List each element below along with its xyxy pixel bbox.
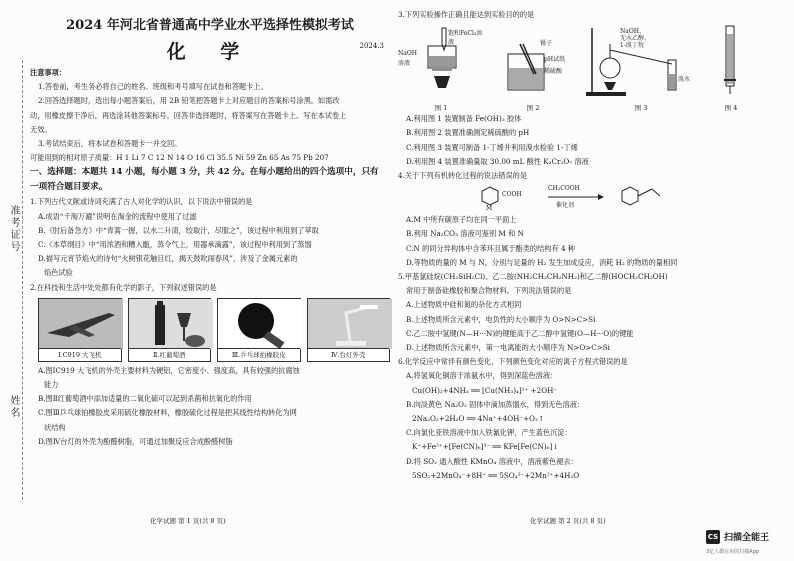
label-m: M bbox=[486, 205, 493, 213]
beaker-tweezers-icon bbox=[490, 24, 576, 102]
caption-4: Ⅳ.台灯外壳 bbox=[308, 348, 390, 361]
q1-option-d-cont: 焰色试验 bbox=[44, 268, 73, 278]
q1-option-a: A.成语“千淘万漉”说明在淘金的流程中使用了过滤 bbox=[38, 211, 197, 221]
figure-4 bbox=[706, 24, 756, 112]
q2-option-a-cont: 能力 bbox=[44, 380, 59, 390]
page-2-column bbox=[398, 8, 758, 483]
atomic-masses: 可能用到的相对原子质量：H 1 Li 7 C 12 N 14 O 16 Cl 35.5 Ni 59 Zn 65 As 75 Pb 207 bbox=[30, 153, 329, 163]
note-2-end: 无效。 bbox=[30, 124, 52, 134]
catalyst-label: 催化剂 bbox=[556, 202, 575, 210]
note-1: 1.答卷前，考生务必将自己的姓名、班级和考号填写在试卷和答题卡上。 bbox=[38, 82, 268, 92]
photo-lamp bbox=[307, 298, 391, 362]
burette-icon bbox=[706, 24, 756, 102]
q6-option-c: C.向氯化亚铁溶液中加入铁氰化钾，产生蓝色沉淀： bbox=[406, 428, 572, 438]
photo-wine bbox=[128, 298, 212, 362]
section-1-heading-cont: 一项符合题目要求。 bbox=[30, 182, 108, 193]
q4-reaction bbox=[398, 183, 758, 213]
q6-stem: 6.化学反应中常伴有颜色变化，下列颜色变化对应的离子方程式错误的是 bbox=[398, 357, 628, 367]
section-1-heading: 一、选择题：本题共 14 小题，每小题 3 分，共 42 分。在每小题给出的四个选项中，只有 bbox=[30, 167, 379, 178]
q6-equation-d: 5SO₂+2MnO₄⁻+8H⁺ ══ 5SO₄²⁻+2Mn²⁺+4H₂O bbox=[412, 470, 580, 480]
photo-paddle bbox=[217, 298, 301, 362]
q3-option-c: C.利用图 3 装置可制备 1-丁烯并利用溴水检验 1-丁烯 bbox=[406, 142, 578, 152]
q3-option-a: A.利用图 1 装置制备 Fe(OH)₃ 胶体 bbox=[406, 114, 522, 124]
ping-pong-paddle-icon bbox=[218, 299, 302, 349]
q4-stem: 4.关于下列有机转化过程的说法错误的是 bbox=[398, 171, 528, 181]
q3-stem: 3.下列实验操作正确且能达到实验目的的是 bbox=[398, 10, 535, 19]
fig3-label-naoh: NaOH、 bbox=[620, 28, 645, 36]
q5-option-d: D.上述物质所含元素中，第一电离能的大小顺序为 N>O>C>Si bbox=[406, 343, 610, 353]
group-cooh: COOH bbox=[502, 191, 522, 199]
q5-stem: 5.甲基氯硅烷(CH₃SiH₂Cl)、乙二胺(NH₂CH₂CH₂NH₂)和乙二醇(HOCH₂CH₂OH) bbox=[398, 272, 668, 282]
figure-1 bbox=[398, 24, 484, 112]
fig2-label-tweezers: 镊子 bbox=[540, 40, 553, 48]
note-3: 3.考试结束后，将本试卷和答题卡一并交回。 bbox=[38, 139, 182, 149]
q1-option-b: B.《肘后备急方》中“青蒿一握，以水二升渍，绞取汁，尽服之”，该过程中利用到了萃取 bbox=[38, 225, 319, 235]
q3-option-b: B.利用图 2 装置准确测定稀硫酸的 pH bbox=[406, 128, 530, 138]
q2-option-a: A.图ⅠC919 大飞机的外壳主要材料为硬铝，它密度小、强度高，具有较强的抗腐蚀 bbox=[38, 365, 300, 375]
caption-3: Ⅲ.乒乓球拍橡胶皮 bbox=[218, 348, 300, 361]
q2-option-b: B.图Ⅱ红葡萄酒中添加适量的二氧化硫可以起到杀菌和抗氧化的作用 bbox=[38, 394, 252, 404]
q1-option-d: D.描写元宵节焰火的诗句“火树银花触目红，揭天鼓吹闹春风”，涉及了金属元素的 bbox=[38, 254, 298, 264]
footer-page-2: 化学试题 第 2 页(共 8 页) bbox=[530, 517, 606, 525]
q5-option-c: C.乙二胺中氢键(N—H···N)的键能高于乙二醇中氢键(O—H···O)的键能 bbox=[406, 328, 634, 338]
q6-option-d: D.将 SO₂ 通入酸性 KMnO₄ 溶液中，溶液紫色褪去： bbox=[406, 456, 578, 466]
q4-option-c: C.N 的同分异构体中含苯环且属于酯类的结构有 4 种 bbox=[406, 243, 575, 253]
camscanner-icon: CS bbox=[706, 530, 720, 544]
q3-option-d: D.利用图 4 装置准确量取 30.00 mL 酸性 K₂Cr₂O₇ 溶液 bbox=[406, 156, 589, 166]
q1-stem: 1.下列古代文献或诗词充满了古人对化学的认识，以下说法中错误的是 bbox=[30, 197, 253, 207]
figure-2 bbox=[490, 24, 576, 112]
airplane-icon bbox=[39, 299, 123, 349]
q6-option-a: A.将氢氧化铜溶于浓氨水中，得到深蓝色溶液： bbox=[406, 371, 558, 381]
q5-stem-cont: 常用于制备硅橡胶和聚合物材料。下列说法错误的是 bbox=[406, 286, 572, 296]
q6-equation-a: Cu(OH)₂+4NH₃ ══ [Cu(NH₃)₄]²⁺ +2OH⁻ bbox=[412, 385, 558, 395]
scanner-watermark bbox=[706, 528, 792, 558]
q3-figures bbox=[398, 24, 758, 112]
q5-option-b: B.上述物质所含元素中，电负性的大小顺序为 O>N>C>Si bbox=[406, 314, 596, 324]
q1-option-c: C.《本草纲目》中“用浓酒和糟入甑，蒸令气上，用器承滴露”，该过程中利用到了蒸馏 bbox=[38, 240, 312, 250]
q4-option-d: D.等物质的量的 M 与 N，分别与足量的 H₂ 发生加成反应，消耗 H₂ 的物质的量相同 bbox=[406, 257, 678, 267]
note-2: 2.回答选择题时，选出每小题答案后，用 2B 铅笔把答题卡上对应题目的答案标号涂黑。如需改 bbox=[38, 96, 340, 106]
notes-heading: 注意事项： bbox=[30, 68, 66, 77]
fig1-label-solution: 溶液 bbox=[398, 60, 411, 68]
fig3-label-ethanol: 无水乙醇、 bbox=[620, 35, 651, 43]
fig1-label-fecl3: 饱和FeCl₃溶液 bbox=[448, 30, 483, 47]
desk-lamp-icon bbox=[308, 299, 392, 349]
fig1-label-naoh: NaOH bbox=[398, 50, 417, 58]
fig3-label-bromine-water: 溴水 bbox=[678, 76, 691, 84]
footer-page-1: 化学试题 第 1 页(共 8 页) bbox=[150, 517, 226, 525]
fig2-label-ph: pH试纸 bbox=[544, 56, 566, 64]
figure-1-label: 图 1 bbox=[434, 104, 448, 113]
fig3-label-bromobutane: 1-溴丁烷 bbox=[620, 42, 644, 50]
scanner-app-name: 扫描全能王 bbox=[724, 533, 770, 543]
q6-option-b: B.向淡黄色 Na₂O₂ 固体中滴加蒸馏水，得到无色溶液： bbox=[406, 399, 585, 409]
photo-airplane bbox=[38, 298, 122, 362]
q2-option-c-cont: 状结构 bbox=[44, 422, 66, 432]
caption-1: Ⅰ.C919 大飞机 bbox=[39, 348, 121, 361]
binding-margin bbox=[0, 0, 28, 561]
q4-option-a: A.M 中所有碳原子均在同一平面上 bbox=[406, 215, 517, 225]
subject-title: 化 学 bbox=[166, 41, 254, 63]
q2-option-c: C.图Ⅲ乒乓球拍橡胶皮采用硫化橡胶材料，橡胶硫化过程是把其线性结构转化为网 bbox=[38, 408, 297, 418]
fig2-label-acid: 稀硫酸 bbox=[544, 68, 563, 76]
binding-line bbox=[22, 60, 23, 500]
figure-4-label: 图 4 bbox=[724, 104, 738, 113]
q6-equation-b: 2Na₂O₂+2H₂O ══ 4Na⁺+4OH⁻+O₂↑ bbox=[412, 414, 544, 424]
q6-equation-c: K⁺+Fe²⁺+[Fe(CN)₆]³⁻ ══ KFe[Fe(CN)₆]↓ bbox=[412, 442, 559, 452]
exam-title: 2024 年河北省普通高中学业水平选择性模拟考试 bbox=[66, 18, 354, 33]
exam-number-label: 准考证号 bbox=[8, 205, 19, 253]
figure-3 bbox=[582, 24, 700, 112]
note-2-cont: 动，用橡皮擦干净后，再选涂其他答案标号。回答非选择题时，将答案写在答题卡上。写在本试卷上 bbox=[30, 110, 347, 120]
q2-photos bbox=[38, 298, 390, 362]
page-1-column bbox=[30, 8, 390, 449]
caption-2: Ⅱ.红葡萄酒 bbox=[129, 348, 211, 361]
figure-3-label: 图 3 bbox=[634, 104, 648, 113]
exam-date: 2024.3 bbox=[359, 42, 384, 50]
name-label: 姓名 bbox=[8, 395, 19, 419]
q4-option-b: B.利用 Na₂CO₃ 溶液可鉴别 M 和 N bbox=[406, 229, 524, 239]
q2-stem: 2.在科技和生活中处处都有化学的影子，下列叙述错误的是 bbox=[30, 282, 217, 292]
wine-bottle-icon bbox=[129, 299, 213, 349]
scanner-tagline: 3亿人都在用的扫描App bbox=[706, 549, 759, 555]
q2-option-d: D.图Ⅳ台灯的外壳为酚醛树脂，可通过加聚反应合成酚醛树脂 bbox=[38, 436, 233, 446]
figure-2-label: 图 2 bbox=[526, 104, 540, 113]
reagent-label: CH₂COOH bbox=[548, 185, 580, 193]
q5-option-a: A.上述物质中硅和氮的杂化方式相同 bbox=[406, 300, 522, 310]
